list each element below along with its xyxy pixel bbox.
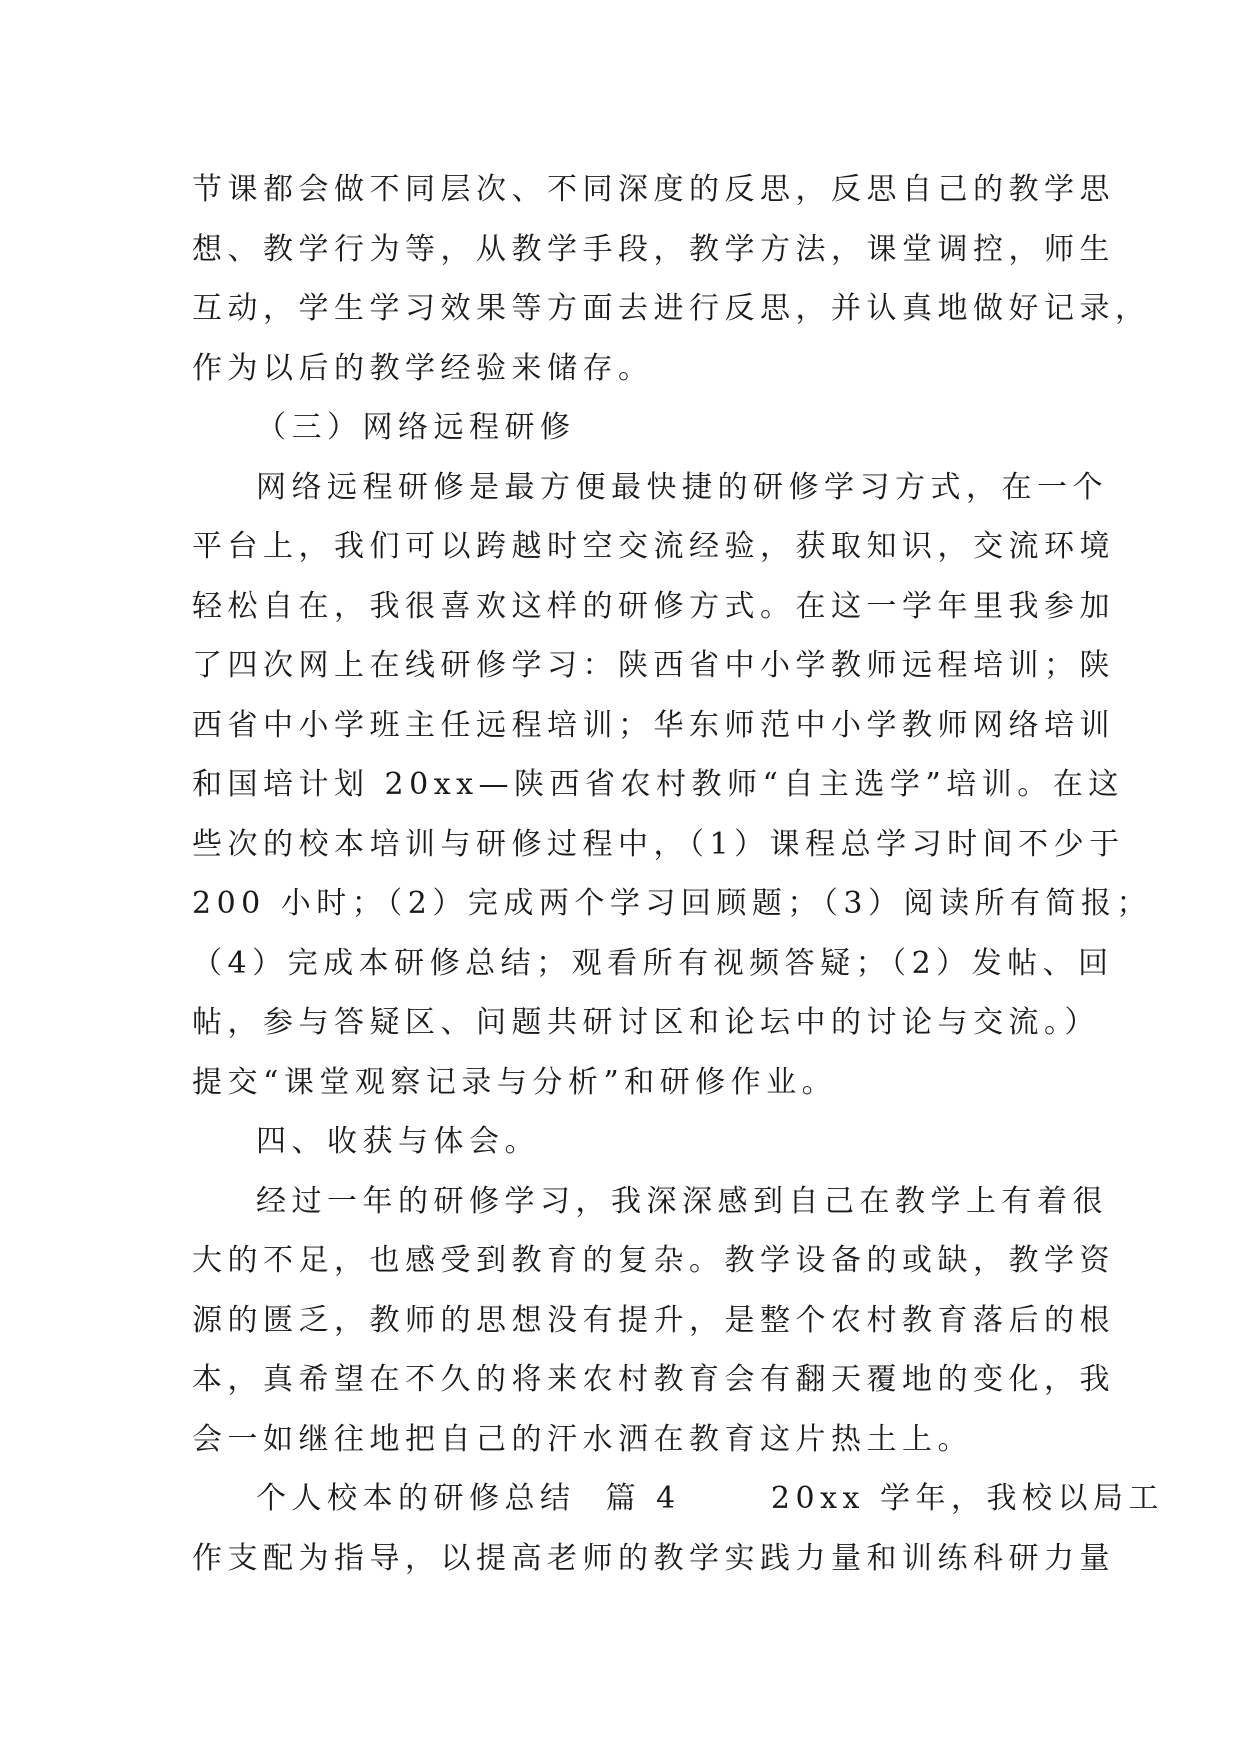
text-line: 轻松自在，我很喜欢这样的研修方式。在这一学年里我参加 (192, 588, 1115, 624)
text-line: 会一如继往地把自己的汗水洒在教育这片热土上。 (192, 1421, 973, 1457)
text-line: 想、教学行为等，从教学手段，教学方法，课堂调控，师生 (192, 231, 1115, 267)
text-line: 大的不足，也感受到教育的复杂。教学设备的或缺，教学资 (192, 1243, 1115, 1278)
section-heading: （三）网络远程研修 (256, 410, 576, 445)
text-line: 节课都会做不同层次、不同深度的反思，反思自己的教学思 (192, 172, 1115, 207)
text-line: 作为以后的教学经验来储存。 (192, 350, 654, 386)
text-line: 本，真希望在不久的将来农村教育会有翻天覆地的变化，我 (192, 1362, 1115, 1397)
text-line: 作支配为指导，以提高老师的教学实践力量和训练科研力量 (192, 1540, 1115, 1576)
text-line: 网络远程研修是最方便最快捷的研修学习方式，在一个 (256, 469, 1108, 505)
text-line: 西省中小学班主任远程培训；华东师范中小学教师网络培训 (192, 707, 1115, 743)
text-line: 些次的校本培训与研修过程中，（1）课程总学习时间不少于 (192, 826, 1125, 862)
text-line: 互动，学生学习效果等方面去进行反思，并认真地做好记录， (192, 291, 1151, 326)
text-line: 帖，参与答疑区、问题共研讨区和论坛中的讨论与交流。） (192, 1005, 1100, 1040)
text-line: 200 小时；（2）完成两个学习回顾题；（3）阅读所有简报； (192, 886, 1152, 921)
section-heading: 四、收获与体会。 (256, 1124, 540, 1159)
text-line: （4）完成本研修总结；观看所有视频答疑；（2）发帖、回 (192, 945, 1114, 981)
text-line: 了四次网上在线研修学习：陕西省中小学教师远程培训；陕 (192, 648, 1115, 683)
text-line: 平台上，我们可以跨越时空交流经验，获取知识，交流环境 (192, 529, 1115, 564)
text-line: 和国培计划 20xx—陕西省农村教师“自主选学”培训。在这 (192, 767, 1124, 802)
text-line: 源的匮乏，教师的思想没有提升，是整个农村教育落后的根 (192, 1302, 1115, 1338)
body-text (192, 160, 1164, 1588)
text-line: 个人校本的研修总结 篇 4 20xx 学年，我校以局工 (256, 1481, 1164, 1516)
text-line: 提交“课堂观察记录与分析”和研修作业。 (192, 1064, 838, 1100)
text-line: 经过一年的研修学习，我深深感到自己在教学上有着很 (256, 1183, 1108, 1219)
